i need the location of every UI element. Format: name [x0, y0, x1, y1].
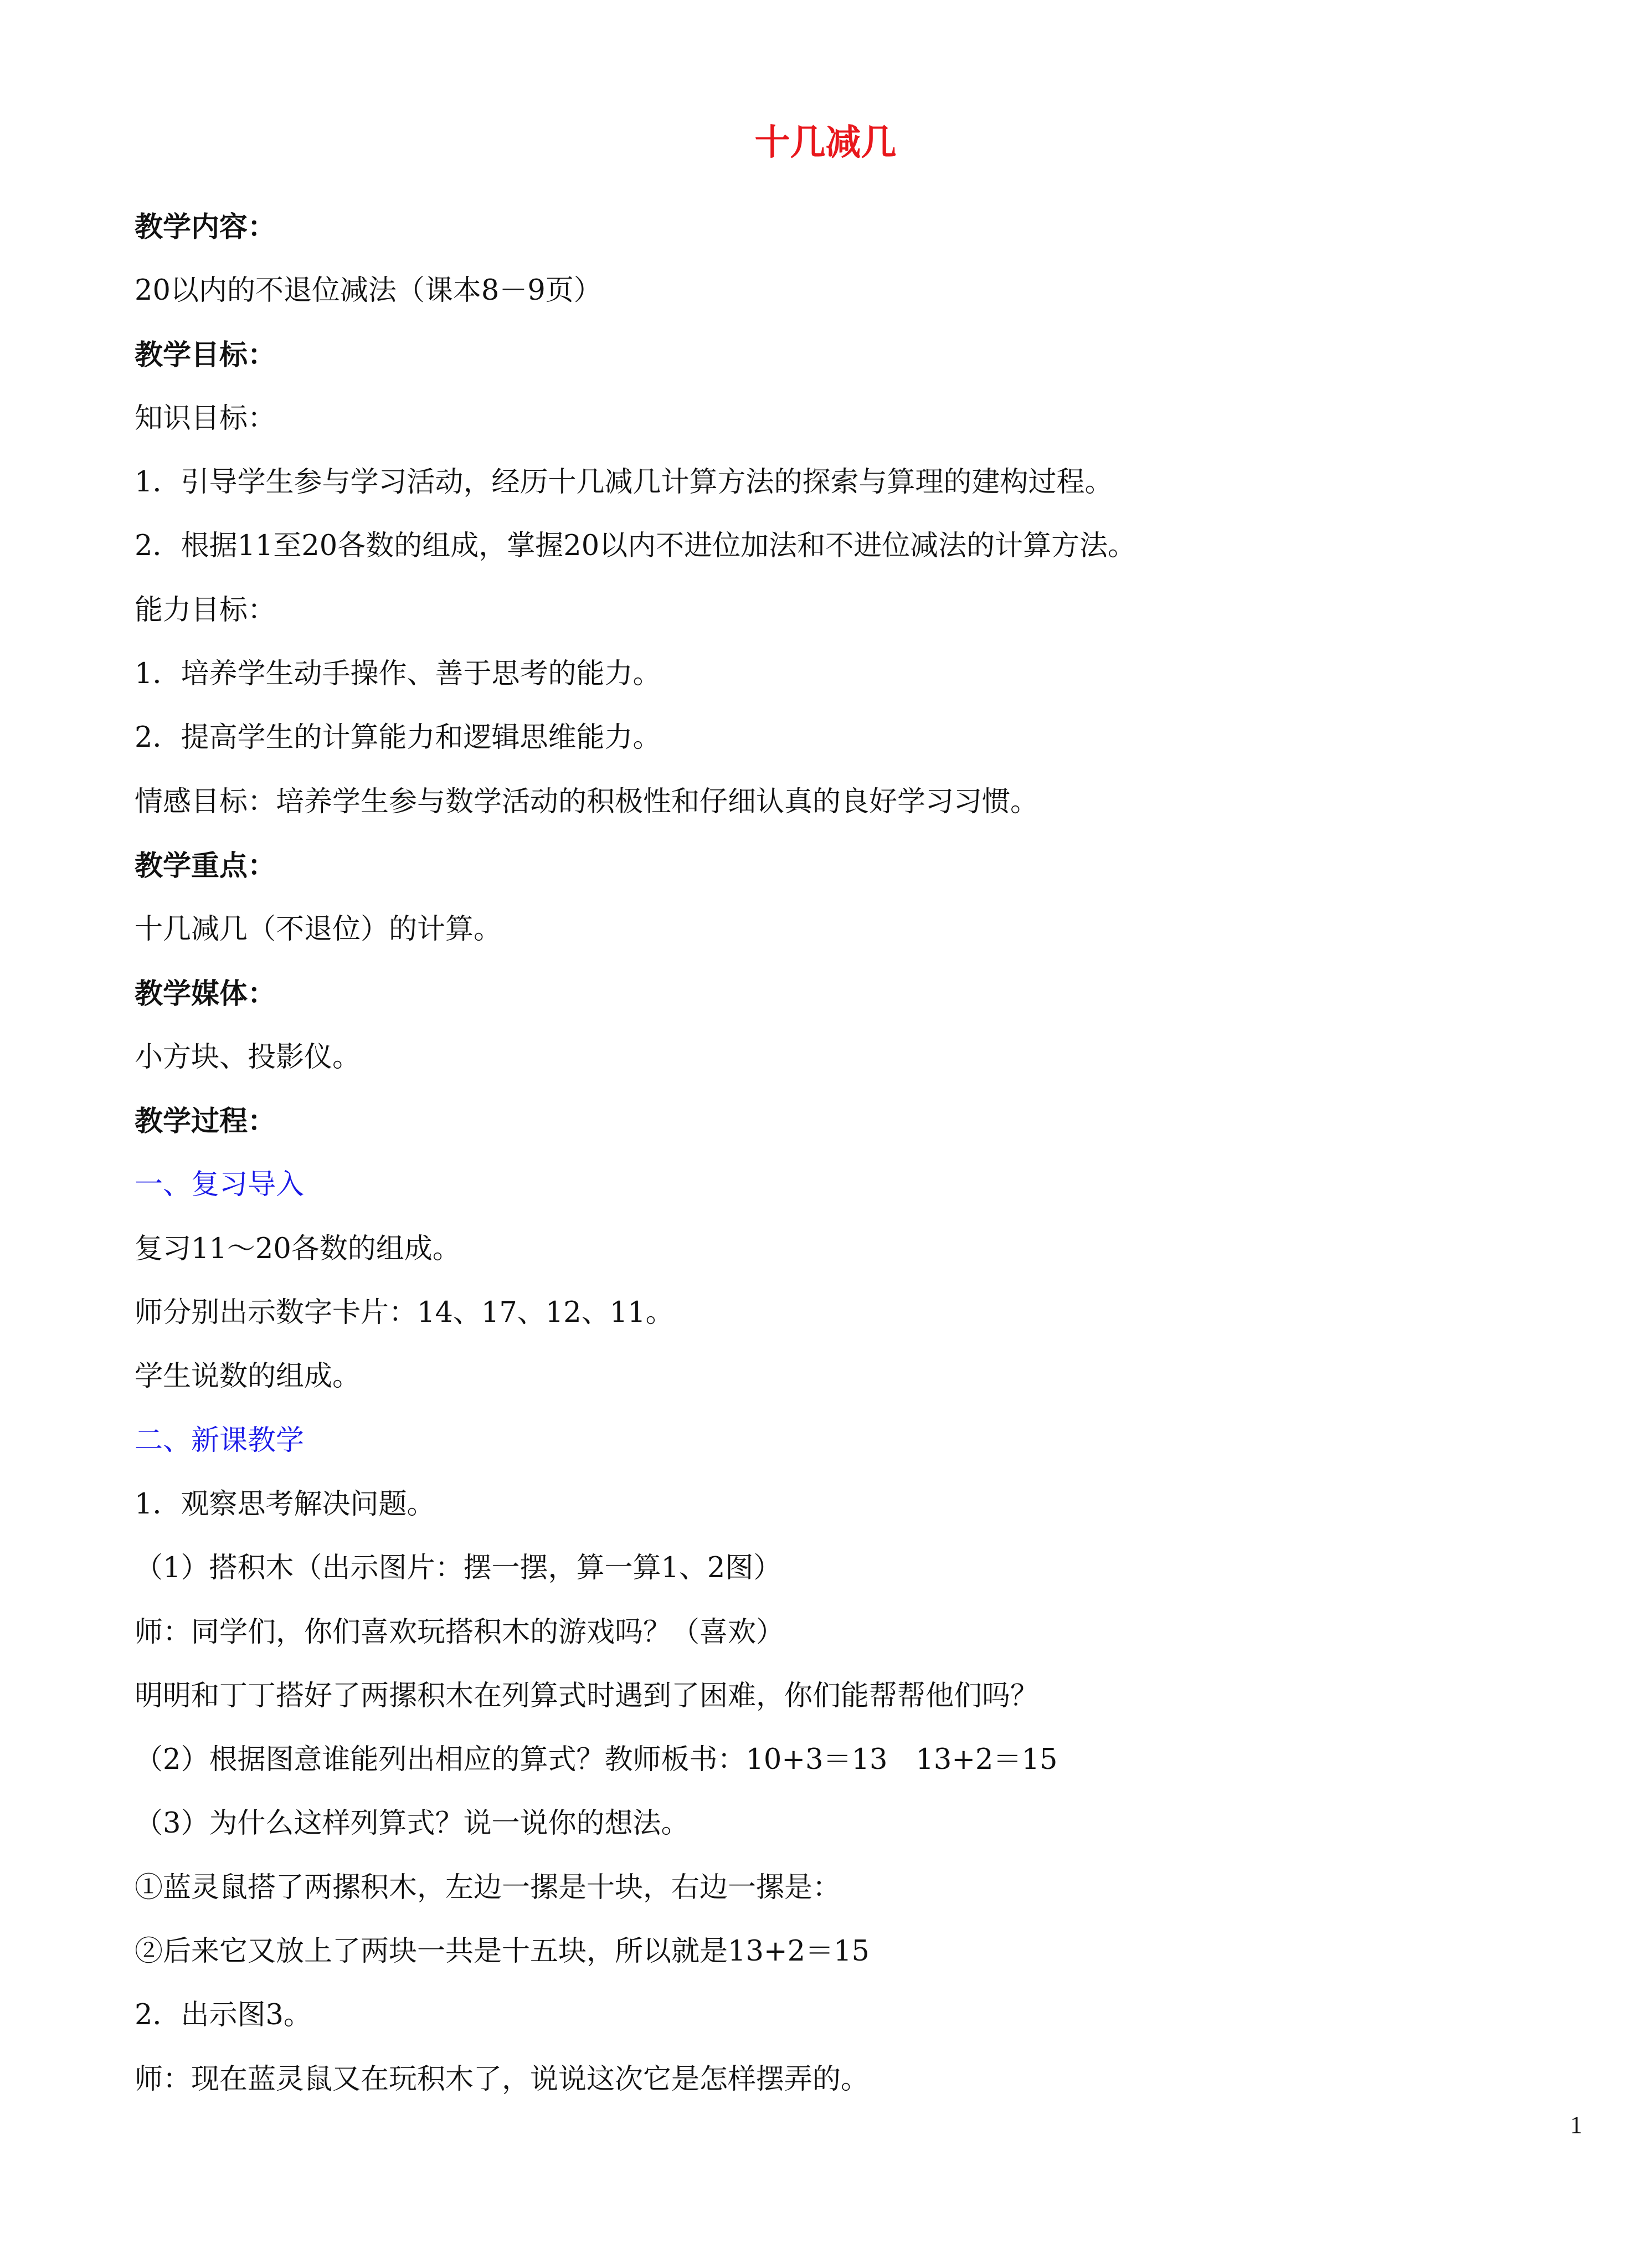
part-heading: 一、复习导入: [135, 1168, 305, 1202]
body-line: 学生说数的组成。: [135, 1360, 361, 1393]
body-line: 小方块、投影仪。: [135, 1040, 361, 1074]
section-heading: 教学目标：: [135, 338, 276, 372]
section-heading: 教学内容：: [135, 211, 276, 244]
body-line: ①蓝灵鼠搭了两摞积木，左边一摞是十块，右边一摞是：: [135, 1871, 841, 1904]
body-line: 2．提高学生的计算能力和逻辑思维能力。: [135, 721, 661, 755]
page-number: 1: [1570, 2111, 1582, 2138]
body-line: 师分别出示数字卡片：14、17、12、11。: [135, 1296, 674, 1330]
body-line: 十几减几（不退位）的计算。: [135, 913, 502, 946]
section-heading: 教学媒体：: [135, 977, 276, 1010]
body-line: 1．观察思考解决问题。: [135, 1487, 435, 1521]
document-body: [135, 211, 1552, 2127]
body-line: 师：现在蓝灵鼠又在玩积木了，说说这次它是怎样摆弄的。: [135, 2062, 870, 2096]
body-line: 知识目标：: [135, 402, 276, 435]
body-line: 1．培养学生动手操作、善于思考的能力。: [135, 658, 661, 691]
body-line: 能力目标：: [135, 593, 276, 627]
body-line: （2）根据图意谁能列出相应的算式？教师板书：10+3＝13 13+2＝15: [135, 1743, 1058, 1777]
body-line: 明明和丁丁搭好了两摞积木在列算式时遇到了困难，你们能帮帮他们吗？: [135, 1679, 1039, 1712]
body-line: 复习11～20各数的组成。: [135, 1232, 461, 1265]
part-heading: 二、新课教学: [135, 1424, 305, 1457]
body-line: 师：同学们，你们喜欢玩搭积木的游戏吗？（喜欢）: [135, 1615, 785, 1649]
section-heading: 教学重点：: [135, 849, 276, 882]
body-line: 1．引导学生参与学习活动，经历十几减几计算方法的探索与算理的建构过程。: [135, 466, 1113, 499]
body-line: ②后来它又放上了两块一共是十五块，所以就是13+2＝15: [135, 1935, 870, 1968]
body-line: 2．根据11至20各数的组成，掌握20以内不进位加法和不进位减法的计算方法。: [135, 530, 1136, 563]
body-line: 情感目标：培养学生参与数学活动的积极性和仔细认真的良好学习习惯。: [135, 785, 1039, 818]
body-line: 2．出示图3。: [135, 1999, 312, 2032]
section-heading: 教学过程：: [135, 1105, 276, 1138]
body-line: 20以内的不退位减法（课本8－9页）: [135, 274, 602, 307]
document-title: 十几减几: [754, 122, 897, 163]
body-line: （1）搭积木（出示图片：摆一摆，算一算1、2图）: [135, 1552, 782, 1585]
body-line: （3）为什么这样列算式？说一说你的想法。: [135, 1807, 690, 1840]
